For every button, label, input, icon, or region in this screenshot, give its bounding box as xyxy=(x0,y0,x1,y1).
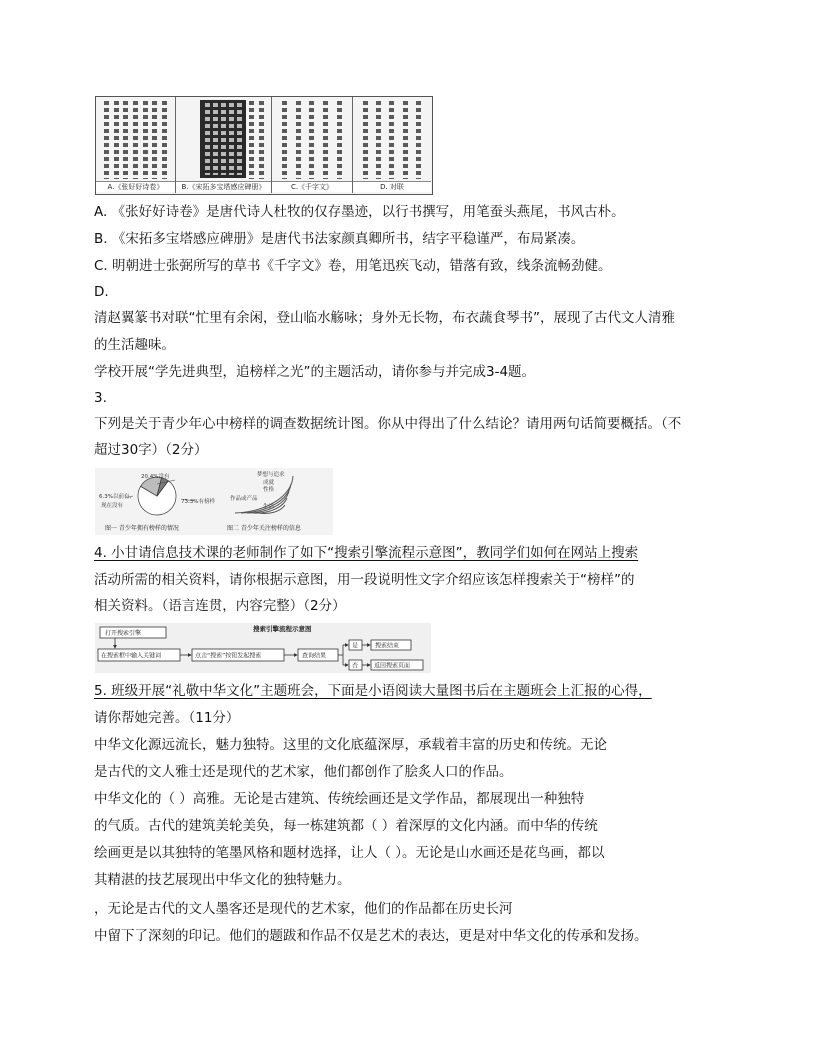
q5-paragraph-line7: ，无论是古代的文人墨客还是现代的艺术家，他们的作品都在历史长河 xyxy=(94,901,513,917)
option-b: B. 《宋拓多宝塔感应碑册》是唐代书法家颜真卿所书，结字平稳谨严，布局紧凑。 xyxy=(94,231,585,247)
option-d-label: D. xyxy=(94,284,109,300)
arc-label-life: 生活 xyxy=(263,504,275,510)
arc-label-works: 作品或产品 xyxy=(230,496,258,502)
calligraphy-caption-b: B.《宋拓多宝塔感应碑册》 xyxy=(176,181,271,192)
survey-charts xyxy=(95,468,333,535)
q5-paragraph-line1: 中华文化源远流长，魅力独特。这里的文化底蕴深厚，承载着丰富的历史和传统。无论 xyxy=(94,737,607,753)
option-a: A. 《张好好诗卷》是唐代诗人杜牧的仅存墨迹，以行书撰写，用笔蚕头燕尾，书风古朴。 xyxy=(94,204,625,220)
flow-text-click: 点击“搜索”按钮发起搜索 xyxy=(195,652,262,660)
flowchart-svg xyxy=(95,623,431,673)
arc-chart xyxy=(230,470,293,513)
flow-text-input: 在搜索框中输入关键词 xyxy=(101,652,162,660)
q5-paragraph-line4: 的气质。古代的建筑美轮美奂，每一栋建筑都（ ）着深厚的文化内涵。而中华的传统 xyxy=(94,818,598,834)
flowchart-title: 搜索引擎流程示意图 xyxy=(253,625,312,633)
q5-paragraph-line2: 是古代的文人雅士还是现代的艺术家，他们都创作了脍炙人口的作品。 xyxy=(94,764,513,780)
option-d-line1: 清赵翼篆书对联“忙里有余闲，登山临水觞咏；身外无长物，布衣蔬食琴书”，展现了古代文人清雅 xyxy=(94,310,675,326)
arc-label-achievement: 成就 xyxy=(263,480,275,486)
calligraphy-panel-d xyxy=(353,97,431,193)
flow-text-yes: 是 xyxy=(352,642,359,650)
pie-chart xyxy=(138,477,176,515)
pie-label-none: 20.4%没有 xyxy=(141,474,170,480)
q4-line2: 活动所需的相关资料，请你根据示意图，用一段说明性文字介绍应该怎样搜索关于“榜样”的 xyxy=(94,572,635,588)
flow-text-no: 否 xyxy=(352,662,359,670)
calligraphy-caption-a: A.《张好好诗卷》 xyxy=(96,181,175,192)
activity-intro: 学校开展“学先进典型，追榜样之光”的主题活动，请你参与并完成3-4题。 xyxy=(94,364,536,380)
flow-text-end: 搜索结束 xyxy=(375,642,400,650)
q3-line1: 下列是关于青少年心中榜样的调查数据统计图。你从中得出了什么结论？请用两句话简要概括。（不 xyxy=(94,416,682,432)
calligraphy-samples-image xyxy=(95,96,433,195)
flow-text-back: 返回搜索页面 xyxy=(374,662,411,670)
q5-paragraph-line6: 其精湛的技艺展现出中华文化的独特魅力。 xyxy=(94,872,351,888)
arc-label-dream: 梦想与追求 xyxy=(257,472,285,478)
chart-caption-1: 图一 青少年拥有榜样的情况 xyxy=(105,525,179,532)
q5-paragraph-line8: 中留下了深刻的印记。他们的题跋和作品不仅是艺术的表达，更是对中华文化的传承和发扬。 xyxy=(94,928,648,944)
q4-line3: 相关资料。（语言连贯，内容完整）（2分） xyxy=(94,598,346,614)
arc-label-character: 性格 xyxy=(263,487,275,493)
calligraphy-panel-b xyxy=(176,97,272,193)
flow-text-result: 查询结果 xyxy=(302,652,327,660)
calligraphy-caption-d: D. 对联 xyxy=(353,181,431,192)
option-c: C. 明朝进士张弼所写的草书《千字文》卷，用笔迅疾飞动，错落有致，线条流畅劲健。 xyxy=(94,258,612,274)
pie-label-have: 73.3%有榜样 xyxy=(181,499,215,505)
option-d-line2: 的生活趣味。 xyxy=(94,337,175,353)
q3-number: 3. xyxy=(94,390,107,406)
q5-line1: 5. 班级开展“礼敬中华文化”主题班会，下面是小语阅读大量图书后在主题班会上汇报的心得， xyxy=(94,683,652,699)
flow-text-open: 打开搜索引擎 xyxy=(105,630,142,637)
survey-charts-svg xyxy=(95,468,333,535)
q4-line1: 4. 小甘请信息技术课的老师制作了如下“搜索引擎流程示意图”，教同学们如何在网站上搜索 xyxy=(94,545,639,561)
calligraphy-caption-c: C.《千字文》 xyxy=(272,181,352,192)
calligraphy-panel-c xyxy=(272,97,353,193)
q5-paragraph-line3: 中华文化的（ ）高雅。无论是古建筑、传统绘画还是文学作品，都展现出一种独特 xyxy=(94,791,585,807)
q3-line2: 超过30字）（2分） xyxy=(94,442,208,458)
q5-paragraph-line5: 绘画更是以其独特的笔墨风格和题材选择，让人（ ）。无论是山水画还是花鸟画，都以 xyxy=(94,845,605,861)
search-flowchart xyxy=(95,623,431,673)
calligraphy-panel-a xyxy=(96,97,176,193)
chart-caption-2: 图二 青少年关注榜样的信息 xyxy=(227,525,301,532)
pie-label-before-2: 现在没有 xyxy=(101,503,124,509)
pie-label-before-1: 6.3%以前有, xyxy=(99,494,132,500)
q5-line2: 请你帮她完善。（11分） xyxy=(94,710,240,726)
